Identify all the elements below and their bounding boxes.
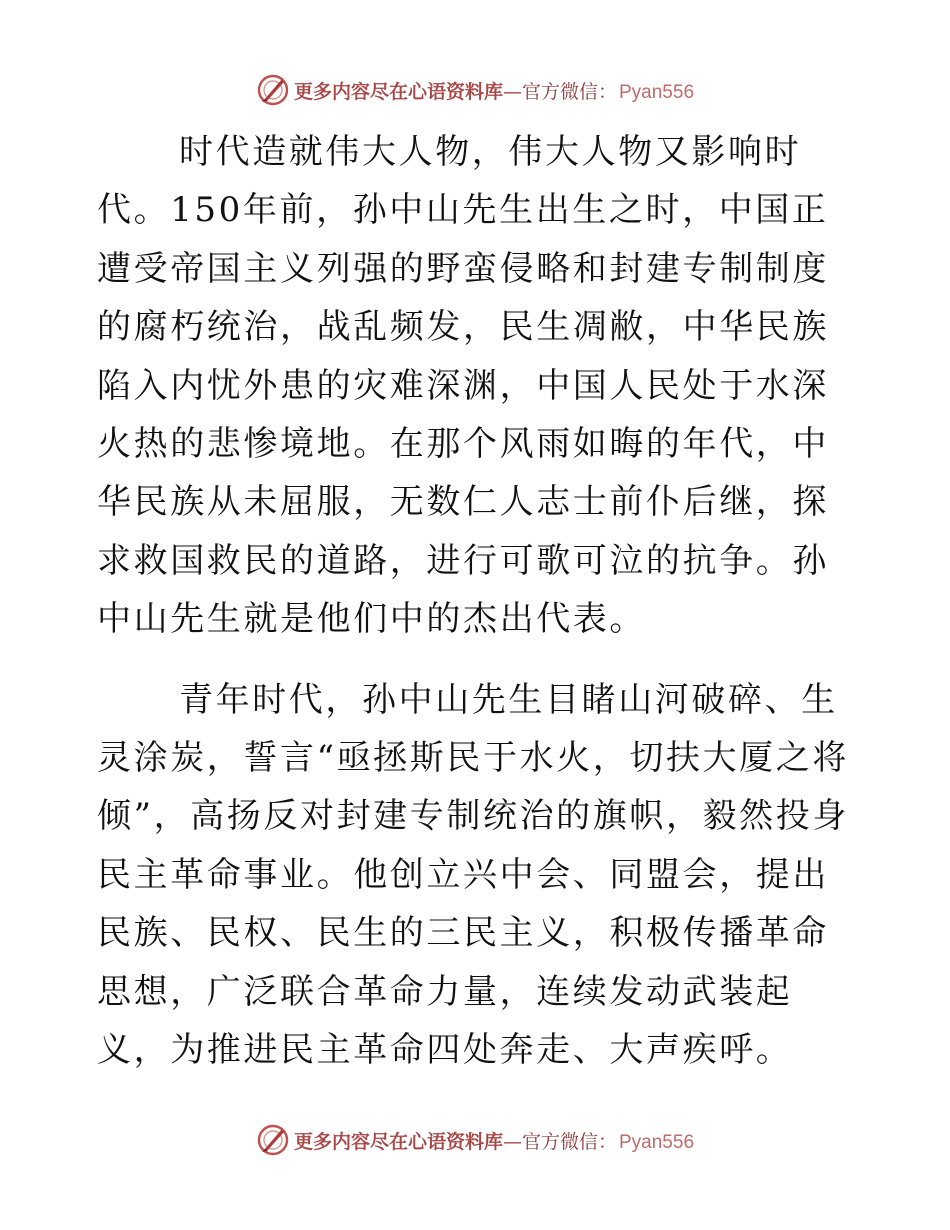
header-watermark [0, 70, 950, 110]
watermark-dash: — [502, 1130, 522, 1153]
footer-watermark [0, 1120, 950, 1160]
watermark-text [294, 1127, 694, 1154]
watermark-wechat-id: Pyan556 [619, 1131, 695, 1153]
watermark-text [294, 77, 694, 104]
paragraph-2: 青年时代，孙中山先生目睹山河破碎、生灵涂炭，誓言“亟拯斯民于水火，切扶大厦之将倾”，高扬反对封建专制统治的旗帜，毅然投身民主革命事业。他创立兴中会、同盟会，提出民族、民权、民生的三民主义，积极传播革命思想，广泛联合革命力量，连续发动武装起义，为推进民主革命四处奔走、大声疾呼。 [97, 679, 849, 1071]
watermark-site-text: 更多内容尽在心语资料库 [293, 80, 503, 103]
watermark-dash: — [502, 80, 522, 103]
paragraph-1: 时代造就伟大人物，伟大人物又影响时代。150年前，孙中山先生出生之时，中国正遭受帝国主义列强的野蛮侵略和封建专制制度的腐朽统治，战乱频发，民生凋敝，中华民族陷入内忧外患的灾难深渊，中国人民处于水深火热的悲惨境地。在那个风雨如晦的年代，中华民族从未屈服，无数仁人志士前仆后继，探求救国救民的道路，进行可歌可泣的抗争。孙中山先生就是他们中的杰出代表。 [97, 132, 829, 640]
document-body [97, 123, 857, 1080]
watermark-site-text: 更多内容尽在心语资料库 [293, 1130, 503, 1153]
watermark-wechat-id: Pyan556 [619, 81, 695, 103]
watermark-label: 官方微信： [521, 1130, 617, 1153]
quill-pen-logo-icon [256, 73, 290, 107]
quill-pen-logo-icon [256, 1123, 290, 1157]
watermark-label: 官方微信： [521, 80, 617, 103]
